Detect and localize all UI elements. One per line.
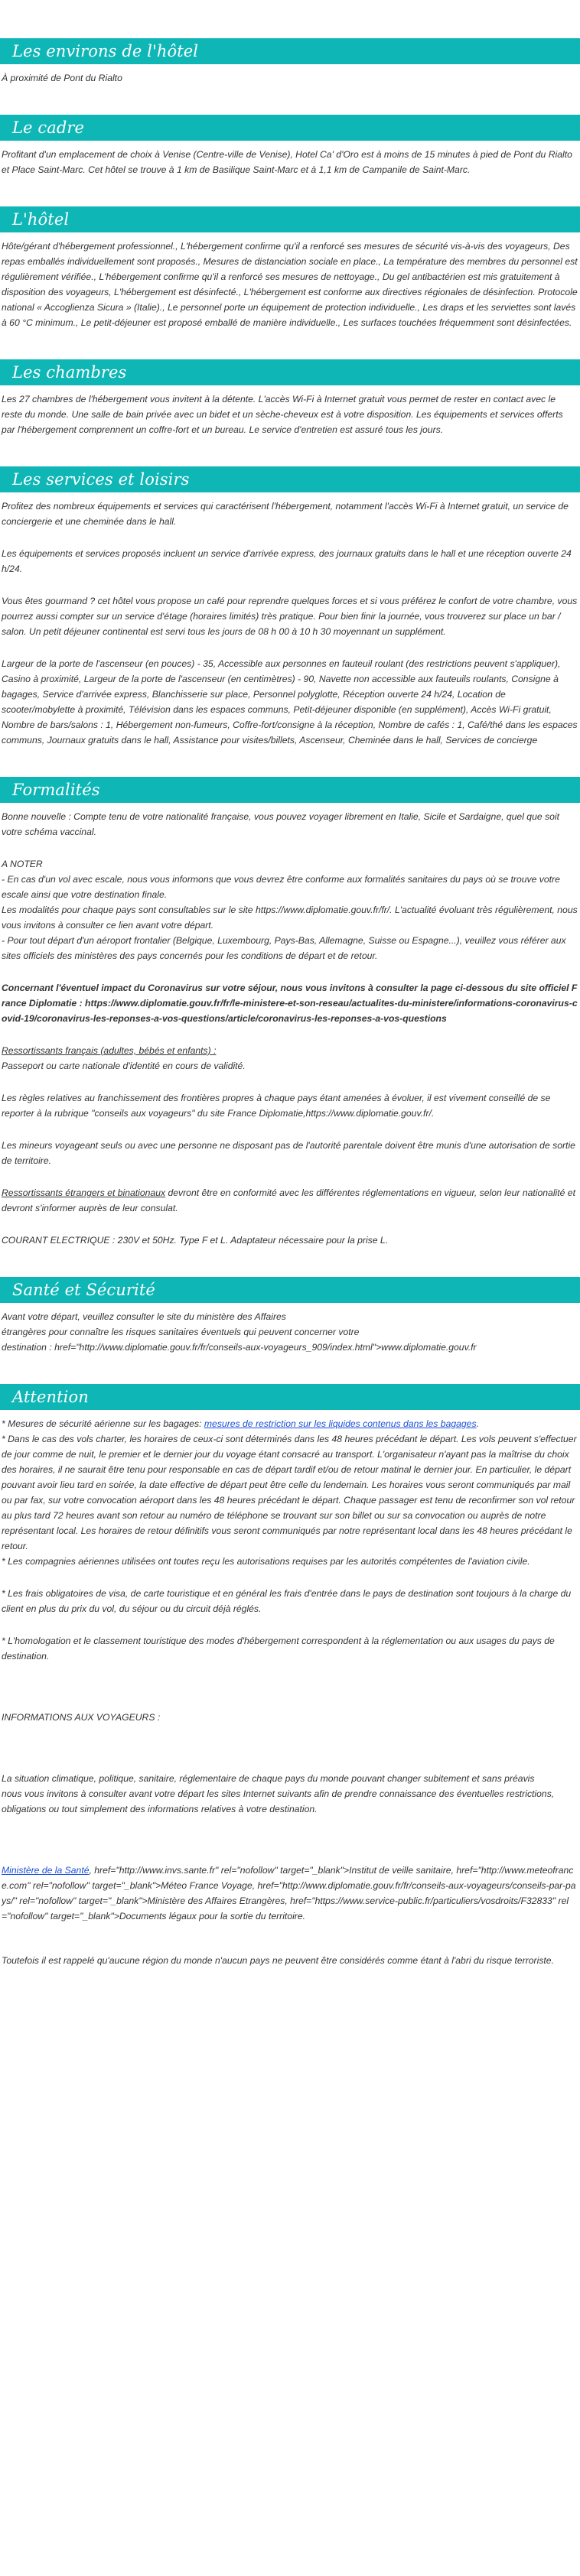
bagages-restrictions-link[interactable]: mesures de restriction sur les liquides contenus dans les bagages (204, 1418, 477, 1429)
section-title-attention: Attention (12, 1388, 89, 1406)
sante-line: Avant votre départ, veuillez consulter le site du ministère des Affaires (2, 1311, 286, 1322)
services-amenities-list: Largeur de la porte de l'ascenseur (en pouces) - 35, Accessible aux personnes en fauteuil roulant (des restrictions peuvent s'appliquer), Casino à proximité, Largeur de la porte de l'ascenseur (en centimètres) - 90, Navette non accessible aux fauteuils roulants, Consigne à bagages, Service d'arrivée express, Blanchisserie sur place, Personnel polyglotte, Réception ouverte 24 h/24, Location de scooter/mobylette à proximité, Télévision dans les espaces communs, Petit-déjeuner disponible (en supplément), Accès Wi-Fi gratuit, Nombre de bars/salons : 1, Hébergement non-fumeurs, Coffre-fort/consigne à la réception, Nombre de cafés : 1, Café/thé dans les espaces communs, Journaux gratuits dans le hall, Assistance pour visites/billets, Ascenseur, Cheminée dans le hall, Services de concierge (2, 658, 578, 746)
services-paragraph: Les équipements et services proposés incluent un service d'arrivée express, des journaux gratuits dans le hall et une réception ouverte 24 h/24. (2, 548, 572, 574)
section-title-formalites: Formalités (12, 781, 100, 799)
section-title-hotel: L'hôtel (12, 210, 70, 229)
section-header-formalites (0, 777, 580, 803)
section-title-environs: Les environs de l'hôtel (12, 42, 199, 60)
frontieres-text: Les règles relatives au franchissement des frontières propres à chaque pays étant amenées à évoluer, il est vivement conseillé de se reporter à la rubrique "conseils aux voyageurs" du site France Diplomatie,https://www.diplomatie.gouv.fr/. (2, 1093, 551, 1119)
situation-text: La situation climatique, politique, sanitaire, réglementaire de chaque pays du monde pouvant changer subitement et sans préavis (2, 1773, 535, 1784)
chambres-text: Les 27 chambres de l'hébergement vous invitent à la détente. L'accès Wi-Fi à Internet gratuit vous permet de rester en contact avec le reste du monde. Une salle de bain privée avec un bidet et un sèche-cheveux est à votre disposition. Les équipements et services offerts par l'hébergement comprennent un coffre-fort et un bureau. Le service d'entretien est assuré tous les jours. (2, 394, 563, 435)
section-header-services (0, 466, 580, 492)
section-title-chambres: Les chambres (12, 363, 127, 382)
ressortissants-heading: Ressortissants français (adultes, bébés et enfants) : (2, 1045, 217, 1056)
hotel-text: Hôte/gérant d'hébergement professionnel., L'hébergement confirme qu'il a renforcé ses mesures de sécurité vis-à-vis des voyageurs, Des repas emballés individuellement sont proposés., Mesures de distanciation sociale en place., La température des membres du personnel est régulièrement vérifiée., L'hébergement confirme qu'il a renforcé ses mesures de nettoyage., Du gel antibactérien est mis gratuitement à disposition des voyageurs, L'hébergement est désinfecté., L'hébergement est conforme aux directives régionales de désinfection. Protocole national « Accoglienza Sicura » (Italie)., Le personnel porte un équipement de protection individuelle., Les draps et les serviettes sont lavés à 60 °C minimum., Le petit-déjeuner est proposé emballé de manière individuelle., Les surfaces touchées fréquemment sont désinfectées. (2, 241, 578, 328)
section-body-services (0, 492, 580, 748)
section-header-environs (0, 38, 580, 64)
situation-text: nous vous invitons à consulter avant votre départ les sites Internet suivants afin de prendre connaissance des éventuelles restrictions, obligations ou tout simplement des informations relatives à votre destination. (2, 1788, 555, 1814)
covid-notice: Concernant l'éventuel impact du Coronavirus sur votre séjour, nous vous invitons à consulter la page ci-dessous du site officiel France Diplomatie : https://www.diplomatie.gouv.fr/fr/le-ministere-et-son-reseau/actualites-du-ministere/informations-coronavirus-covid-19/coronavirus-les-reponses-a-vos-questions/article/coronavirus-les-reponses-a-vos-questions (2, 983, 578, 1024)
compagnies-text: * Les compagnies aériennes utilisées ont toutes reçu les autorisations requises par les autorités compétentes de l'aviation civile. (2, 1556, 530, 1567)
section-header-cadre (0, 115, 580, 141)
section-header-sante (0, 1277, 580, 1303)
ministere-sante-link[interactable]: Ministère de la Santé (2, 1865, 90, 1876)
services-paragraph: Vous êtes gourmand ? cet hôtel vous propose un café pour reprendre quelques forces et si vous préférez le confort de votre chambre, vous pourrez aussi compter sur un service d'étage (horaires limités) très pratique. Pour bien finir la journée, vous trouverez sur place un bar / salon. Un petit déjeuner continental est servi tous les jours de 08 h 00 à 10 h 30 moyennant un supplément. (2, 596, 578, 637)
section-body-environs (0, 64, 580, 86)
section-body-attention (0, 1410, 580, 1968)
section-header-hotel (0, 206, 580, 232)
section-body-sante (0, 1303, 580, 1355)
etrangers-text (2, 1185, 578, 1216)
sante-line: étrangères pour connaître les risques sanitaires éventuels qui peuvent concerner votre (2, 1327, 360, 1337)
sante-line: destination : href="http://www.diplomatie.gouv.fr/fr/conseils-aux-voyageurs_909/index.html">www.diplomatie.gouv.fr (2, 1342, 477, 1353)
homologation-text: * L'homologation et le classement touristique des modes d'hébergement correspondent à la réglementation ou aux usages du pays de destination. (2, 1636, 555, 1662)
section-body-formalites (0, 803, 580, 1248)
courant-electrique: COURANT ELECTRIQUE : 230V et 50Hz. Type F et L. Adaptateur nécessaire pour la prise L. (2, 1235, 389, 1246)
section-body-cadre (0, 141, 580, 177)
section-title-services: Les services et loisirs (12, 470, 190, 489)
section-title-sante: Santé et Sécurité (12, 1281, 155, 1299)
etrangers-underlined: Ressortissants étrangers et binationaux (2, 1187, 166, 1198)
bagages-prefix: * Mesures de sécurité aérienne sur les bagages: (2, 1418, 204, 1429)
ressortissants-text: Passeport ou carte nationale d'identité en cours de validité. (2, 1061, 246, 1071)
note-heading: A NOTER (2, 859, 43, 869)
section-title-cadre: Le cadre (12, 119, 85, 137)
formalites-intro: Bonne nouvelle : Compte tenu de votre nationalité française, vous pouvez voyager librement en Italie, Sicile et Sardaigne, quel que soit votre schéma vaccinal. (2, 811, 559, 837)
infos-voyageurs-heading: INFORMATIONS AUX VOYAGEURS : (2, 1712, 161, 1723)
ministere-links (2, 1863, 578, 1924)
section-body-hotel (0, 232, 580, 330)
section-body-chambres (0, 385, 580, 437)
services-paragraph: Profitez des nombreux équipements et services qui caractérisent l'hébergement, notamment l'accès Wi-Fi à Internet gratuit, un service de conciergerie et une cheminée dans le hall. (2, 501, 569, 527)
bagages-text (2, 1416, 578, 1431)
section-header-chambres (0, 359, 580, 385)
section-header-attention (0, 1384, 580, 1410)
bagages-suffix: . (476, 1418, 479, 1429)
frais-text: * Les frais obligatoires de visa, de carte touristique et en général les frais d'entrée dans le pays de destination sont toujours à la charge du client en plus du prix du vol, du séjour ou du circuit déjà réglés. (2, 1588, 572, 1614)
terrorisme-text: Toutefois il est rappelé qu'aucune région du monde n'aucun pays ne peuvent être considérés comme étant à l'abri du risque terroriste. (2, 1955, 554, 1966)
etrangers-rest: devront être en conformité avec les différentes réglementations en vigueur, selon leur nationalité et devront s'informer auprès de leur consulat. (2, 1187, 575, 1213)
note-item: Les modalités pour chaque pays sont consultables sur le site https://www.diplomatie.gouv.fr/fr/. L'actualité évoluant très régulièrement, nous vous invitons à consulter ce lien avant votre départ. (2, 905, 578, 931)
horaires-text: * Dans le cas des vols charter, les horaires de ceux-ci sont déterminés dans les 48 heures précédant le départ. Les vols peuvent s'effectuer de jour comme de nuit, le premier et le dernier jour du voyage étant consacré au transport. L'organisateur n'ayant pas la maîtrise du choix des horaires, il ne saurait être tenu pour responsable en cas de départ tardif et/ou de retour matinal le dernier jour. En particulier, le départ pouvant avoir lieu tard en soirée, la date effective de départ peut être celle du lendemain. Les horaires vous seront communiqués par mail ou par fax, sur votre convocation aéroport dans les 48 heures précédant le départ. Chaque passager est tenu de reconfirmer son vol retour au plus tard 72 heures avant son retour au numéro de téléphone se trouvant sur son billet ou sur sa convocation ou auprès de notre représentant local. Les horaires de retour définitifs vous seront communiqués par notre représentant local dans les 48 heures précédant le retour. (2, 1434, 577, 1551)
cadre-text: Profitant d'un emplacement de choix à Venise (Centre-ville de Venise), Hotel Ca' d'Oro est à moins de 15 minutes à pied de Pont du Rialto et Place Saint-Marc. Cet hôtel se trouve à 1 km de Basilique Saint-Marc et à 1,1 km de Campanile de Saint-Marc. (2, 149, 572, 175)
note-item: - Pour tout départ d'un aéroport frontalier (Belgique, Luxembourg, Pays-Bas, Allemagne, Suisse ou Espagne...), veuillez vous référer aux sites officiels des ministères des pays concernés pour les conditions de départ et de retour. (2, 935, 566, 961)
note-item: - En cas d'un vol avec escale, nous vous informons que vous devrez être conforme aux formalités sanitaires du pays où se trouve votre escale ainsi que votre destination finale. (2, 874, 560, 900)
mineurs-text: Les mineurs voyageant seuls ou avec une personne ne disposant pas de l'autorité parentale doivent être munis d'une autorisation de sortie de territoire. (2, 1140, 575, 1166)
environs-text: À proximité de Pont du Rialto (2, 73, 122, 83)
ministere-rest: , href="http://www.invs.sante.fr" rel="nofollow" target="_blank">Institut de veille sanitaire, href="http://www.meteofrance.com" rel="nofollow" target="_blank">Méteo France Voyage, href="http://www.diplomatie.gouv.fr/fr/conseils-aux-voyageurs/conseils-par-pays/" rel="nofollow" target="_blank">Ministère des Affaires Etrangères, href="https://www.service-public.fr/particuliers/vosdroits/F32833" rel="nofollow" target="_blank">Documents légaux pour la sortie du territoire. (2, 1865, 576, 1921)
